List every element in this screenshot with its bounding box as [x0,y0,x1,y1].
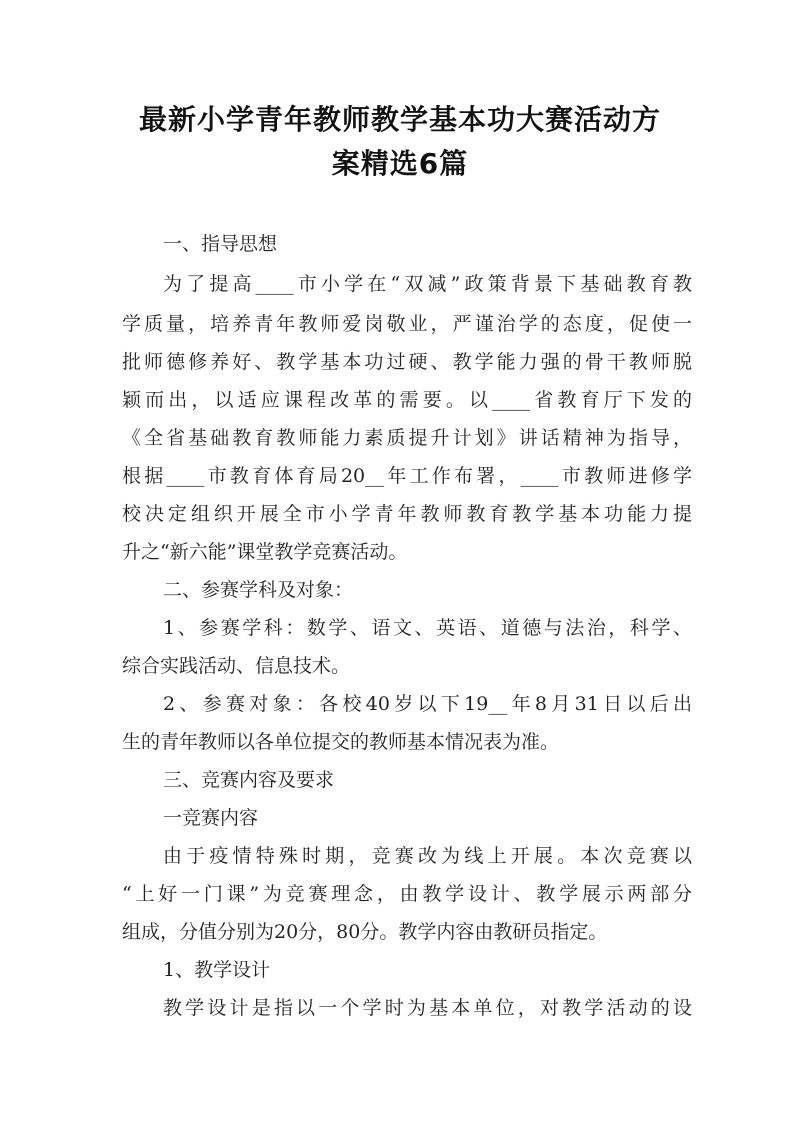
document-title-line-1: 最新小学青年教师教学基本功大赛活动方 [138,103,661,136]
paragraph-line: 学质量，培养青年教师爱岗敬业，严谨治学的态度，促使一 [122,313,692,335]
paragraph-line: 校决定组织开展全市小学青年教师教育教学基本功能力提 [122,503,692,525]
section-heading-content: 三、竞赛内容及要求 [163,769,335,791]
paragraph-line: 组成，分值分别为20分，80分。教学内容由教研员指定。 [122,921,608,943]
subsection-heading-content: 一竞赛内容 [163,807,259,829]
paragraph-line: 综合实践活动、信息技术。 [122,655,351,677]
paragraph-line: 2、参赛对象：各校40岁以下19__年8月31日以后出 [163,693,692,715]
paragraph-line: 根据____市教育体育局20__年工作布署，____市教师进修学 [122,465,692,487]
document-title-line-2: 案精选6篇 [331,147,469,180]
paragraph-line: 颖而出，以适应课程改革的需要。以____省教育厅下发的 [122,389,692,411]
paragraph-line: 《全省基础教育教师能力素质提升计划》讲话精神为指导， [122,427,692,449]
paragraph-line: 生的青年教师以各单位提交的教师基本情况表为准。 [122,731,560,753]
paragraph-line: 由于疫情特殊时期，竞赛改为线上开展。本次竞赛以 [163,845,692,867]
paragraph-line: 升之“新六能”课堂教学竞赛活动。 [122,541,408,563]
paragraph-line: 为了提高____市小学在“双减”政策背景下基础教育教 [163,273,692,295]
paragraph-line: 批师德修养好、教学基本功过硬、教学能力强的骨干教师脱 [122,351,692,373]
subsection-heading-design: 1、教学设计 [163,959,271,981]
paragraph-line: “上好一门课”为竞赛理念，由教学设计、教学展示两部分 [122,883,692,905]
paragraph-line: 教学设计是指以一个学时为基本单位，对教学活动的设 [163,997,692,1019]
section-heading-subjects: 二、参赛学科及对象： [163,579,354,601]
section-heading-guiding-ideology: 一、指导思想 [163,233,278,255]
paragraph-line: 1、参赛学科：数学、语文、英语、道德与法治，科学、 [163,617,692,639]
